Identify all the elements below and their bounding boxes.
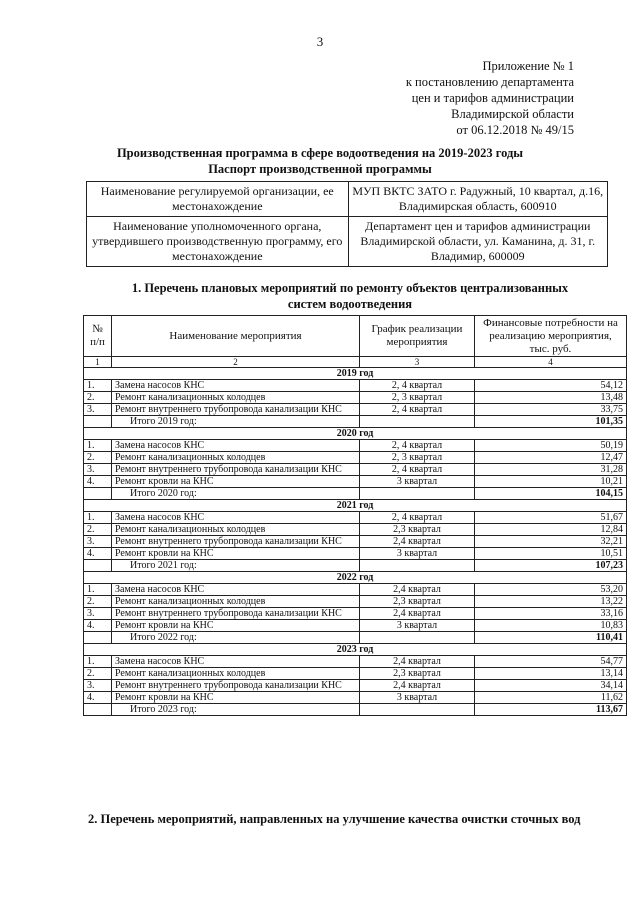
table-row [84,668,627,680]
header-schedule: График реализации мероприятия [360,316,475,357]
measure-schedule: 3 квартал [360,548,475,560]
year-row [84,644,627,656]
measure-schedule: 2, 4 квартал [360,464,475,476]
measure-schedule: 2, 3 квартал [360,452,475,464]
measure-cost: 31,28 [475,464,627,476]
measure-name: Ремонт кровли на КНС [112,620,360,632]
table-row [84,452,627,464]
section1-line: 1. Перечень плановых мероприятий по ремонту объектов централизованных [131,281,569,295]
title-line: Производственная программа в сфере водоотведения на 2019-2023 годы [116,146,524,160]
measure-name: Ремонт канализационных колодцев [112,668,360,680]
table-row [84,440,627,452]
measure-schedule: 2, 4 квартал [360,440,475,452]
passport-label: Наименование регулируемой организации, ее местонахождение [87,182,349,217]
table-row [84,656,627,668]
header-finance: Финансовые потребности на реализацию мероприятия, тыс. руб. [475,316,627,357]
document-title [0,145,640,177]
year-row [84,500,627,512]
measure-schedule: 2, 4 квартал [360,404,475,416]
measure-schedule: 2,4 квартал [360,608,475,620]
total-label: Итого 2022 год: [112,632,360,644]
total-label: Итого 2020 год: [112,488,360,500]
table-row [84,608,627,620]
measure-cost: 34,14 [475,680,627,692]
header-row [84,316,627,357]
measure-schedule: 2,3 квартал [360,668,475,680]
row-number: 2. [84,596,112,608]
measure-cost: 10,51 [475,548,627,560]
year-row [84,368,627,380]
measure-cost: 12,47 [475,452,627,464]
table-row [84,692,627,704]
table-row [84,512,627,524]
measure-name: Замена насосов КНС [112,584,360,596]
table-row [84,464,627,476]
measure-schedule: 2, 4 квартал [360,512,475,524]
measure-schedule: 3 квартал [360,620,475,632]
total-empty [84,416,112,428]
measure-cost: 32,21 [475,536,627,548]
row-number: 2. [84,668,112,680]
row-number: 3. [84,536,112,548]
row-number: 4. [84,548,112,560]
year-label: 2022 год [84,572,627,584]
measure-name: Ремонт внутреннего трубопровода канализации КНС [112,536,360,548]
measure-cost: 33,16 [475,608,627,620]
total-value: 107,23 [475,560,627,572]
year-row [84,428,627,440]
measure-cost: 10,21 [475,476,627,488]
measure-name: Ремонт внутреннего трубопровода канализации КНС [112,608,360,620]
row-number: 1. [84,440,112,452]
measure-schedule: 2, 3 квартал [360,392,475,404]
row-number: 2. [84,524,112,536]
table-row [84,584,627,596]
total-empty [360,704,475,716]
measure-name: Ремонт внутреннего трубопровода канализации КНС [112,680,360,692]
row-number: 4. [84,476,112,488]
table-row [84,548,627,560]
total-value: 113,67 [475,704,627,716]
measure-name: Ремонт кровли на КНС [112,476,360,488]
measure-name: Ремонт внутреннего трубопровода канализации КНС [112,404,360,416]
row-number: 2. [84,392,112,404]
measure-name: Ремонт канализационных колодцев [112,452,360,464]
total-empty [84,488,112,500]
total-row [84,632,627,644]
title-line: Паспорт производственной программы [208,162,432,176]
row-number: 3. [84,464,112,476]
row-number: 1. [84,380,112,392]
measure-cost: 13,48 [475,392,627,404]
measure-schedule: 2, 4 квартал [360,380,475,392]
column-number: 3 [360,357,475,368]
passport-value: МУП ВКТС ЗАТО г. Радужный, 10 квартал, д.16, Владимирская область, 600910 [348,182,607,217]
measure-cost: 10,83 [475,620,627,632]
measure-name: Ремонт кровли на КНС [112,548,360,560]
total-label: Итого 2019 год: [112,416,360,428]
table-row [84,524,627,536]
measure-cost: 12,84 [475,524,627,536]
total-value: 101,35 [475,416,627,428]
total-label: Итого 2021 год: [112,560,360,572]
total-empty [360,488,475,500]
year-label: 2023 год [84,644,627,656]
appendix-block [344,58,574,138]
appendix-line: к постановлению департамента [405,75,574,89]
row-number: 4. [84,620,112,632]
page-number: 3 [316,34,324,49]
measure-schedule: 2,4 квартал [360,680,475,692]
row-number: 3. [84,404,112,416]
section1-line: систем водоотведения [287,297,413,311]
passport-label: Наименование уполномоченного органа, утвердившего производственную программу, его местонахождение [87,217,349,267]
section2-title: 2. Перечень мероприятий, направленных на улучшение качества очистки сточных вод [88,812,581,826]
column-number: 1 [84,357,112,368]
measure-schedule: 3 квартал [360,476,475,488]
appendix-line: от 06.12.2018 № 49/15 [456,123,574,137]
measure-name: Ремонт внутреннего трубопровода канализации КНС [112,464,360,476]
table-row [84,476,627,488]
measure-cost: 13,14 [475,668,627,680]
column-number-row [84,357,627,368]
table-row [84,620,627,632]
header-name: Наименование мероприятия [112,316,360,357]
measure-schedule: 2,4 квартал [360,584,475,596]
measure-cost: 33,75 [475,404,627,416]
measure-schedule: 2,3 квартал [360,596,475,608]
row-number: 1. [84,512,112,524]
year-label: 2021 год [84,500,627,512]
appendix-line: Приложение № 1 [482,59,574,73]
year-label: 2019 год [84,368,627,380]
table-row [84,404,627,416]
measure-name: Замена насосов КНС [112,512,360,524]
year-label: 2020 год [84,428,627,440]
appendix-line: цен и тарифов администрации [411,91,574,105]
row-number: 3. [84,608,112,620]
total-empty [84,704,112,716]
measure-schedule: 3 квартал [360,692,475,704]
measure-schedule: 2,3 квартал [360,524,475,536]
table-row [84,596,627,608]
measure-cost: 50,19 [475,440,627,452]
column-number: 4 [475,357,627,368]
measures-table [83,315,627,716]
row-number: 4. [84,692,112,704]
table-row [84,536,627,548]
passport-row [87,182,608,217]
passport-value: Департамент цен и тарифов администрации Владимирской области, ул. Каманина, д. 31, г. Владимир, 600009 [348,217,607,267]
total-empty [360,632,475,644]
header-num: № п/п [84,316,112,357]
total-value: 104,15 [475,488,627,500]
table-row [84,380,627,392]
column-number: 2 [112,357,360,368]
measure-name: Замена насосов КНС [112,380,360,392]
row-number: 1. [84,584,112,596]
table-row [84,392,627,404]
total-empty [84,560,112,572]
total-label: Итого 2023 год: [112,704,360,716]
measure-name: Замена насосов КНС [112,440,360,452]
total-row [84,704,627,716]
measure-schedule: 2,4 квартал [360,656,475,668]
row-number: 3. [84,680,112,692]
measure-cost: 13,22 [475,596,627,608]
row-number: 1. [84,656,112,668]
measure-name: Замена насосов КНС [112,656,360,668]
total-empty [360,416,475,428]
appendix-line: Владимирской области [451,107,574,121]
total-row [84,416,627,428]
table-row [84,680,627,692]
passport-row [87,217,608,267]
total-empty [84,632,112,644]
year-row [84,572,627,584]
row-number: 2. [84,452,112,464]
total-value: 110,41 [475,632,627,644]
section1-title [70,280,630,312]
total-empty [360,560,475,572]
measure-cost: 51,67 [475,512,627,524]
passport-table [86,181,608,267]
measure-schedule: 2,4 квартал [360,536,475,548]
measure-cost: 11,62 [475,692,627,704]
total-row [84,488,627,500]
measure-name: Ремонт канализационных колодцев [112,596,360,608]
measure-cost: 54,12 [475,380,627,392]
measure-cost: 54,77 [475,656,627,668]
measure-cost: 53,20 [475,584,627,596]
measure-name: Ремонт кровли на КНС [112,692,360,704]
total-row [84,560,627,572]
measure-name: Ремонт канализационных колодцев [112,392,360,404]
measure-name: Ремонт канализационных колодцев [112,524,360,536]
